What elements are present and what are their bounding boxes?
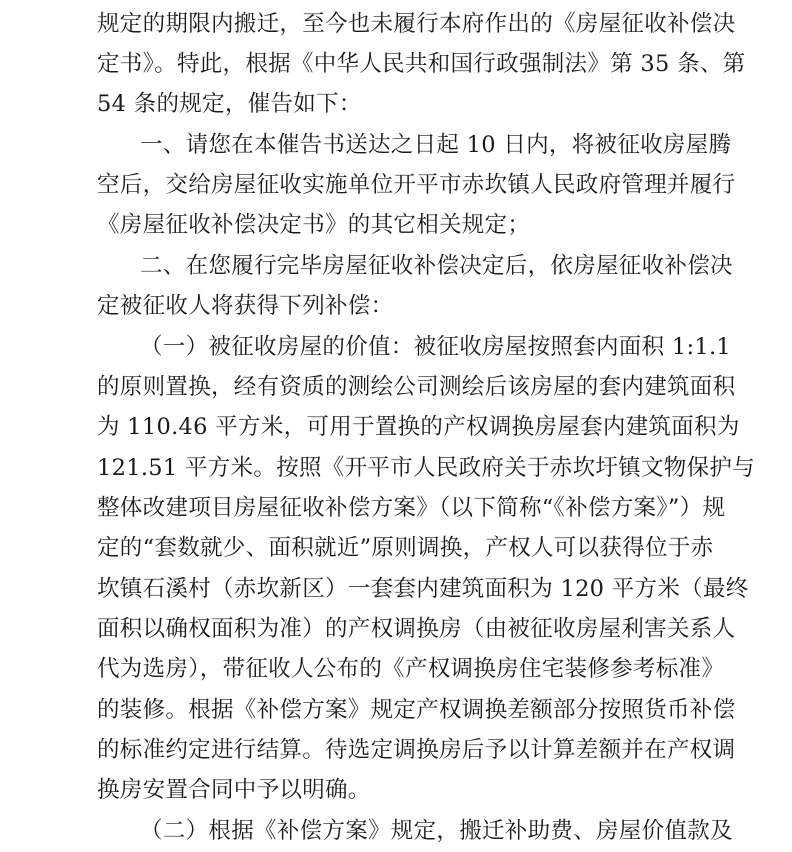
text-line: 空后，交给房屋征收实施单位开平市赤坎镇人民政府管理并履行 xyxy=(97,172,736,198)
text-line: 的原则置换，经有资质的测绘公司测绘后该房屋的套内建筑面积 xyxy=(97,374,736,400)
text-line: 代为选房），带征收人公布的《产权调换房住宅装修参考标准》 xyxy=(97,656,725,682)
text-line: 为 110.46 平方米，可用于置换的产权调换房屋套内建筑面积为 xyxy=(97,414,740,440)
text-line: 二、在您履行完毕房屋征收补偿决定后，依房屋征收补偿决 xyxy=(140,253,733,279)
text-line: 的标准约定进行结算。待选定调换房后予以计算差额并在产权调 xyxy=(97,737,736,763)
text-line: 换房安置合同中予以明确。 xyxy=(97,777,371,803)
text-line: 定的“套数就少、面积就近”原则调换，产权人可以获得位于赤 xyxy=(97,535,714,561)
text-line: 121.51 平方米。按照《开平市人民政府关于赤坎圩镇文物保护与 xyxy=(97,455,755,481)
text-line: （二）根据《补偿方案》规定，搬迁补助费、房屋价值款及 xyxy=(140,818,733,844)
text-line: 《房屋征收补偿决定书》的其它相关规定； xyxy=(97,212,531,238)
text-line: 整体改建项目房屋征收补偿方案》（以下简称“《补偿方案》”）规 xyxy=(97,495,726,521)
text-line: 的装修。根据《补偿方案》规定产权调换差额部分按照货币补偿 xyxy=(97,697,736,723)
text-line: 定被征收人将获得下列补偿： xyxy=(97,293,394,319)
text-line: （一）被征收房屋的价值：被征收房屋按照套内面积 1:1.1 xyxy=(140,334,732,360)
text-line: 坎镇石溪村（赤坎新区）一套套内建筑面积为 120 平方米（最终 xyxy=(97,576,749,602)
text-line: 规定的期限内搬迁，至今也未履行本府作出的《房屋征收补偿决 xyxy=(97,11,736,37)
text-line: 一、请您在本催告书送达之日起 10 日内，将被征收房屋腾 xyxy=(140,132,732,158)
text-line: 定书》。特此，根据《中华人民共和国行政强制法》第 35 条、第 xyxy=(97,51,746,77)
text-line: 面积以确权面积为准）的产权调换房（由被征收房屋利害关系人 xyxy=(97,616,736,642)
text-line: 54 条的规定，催告如下： xyxy=(97,91,362,117)
